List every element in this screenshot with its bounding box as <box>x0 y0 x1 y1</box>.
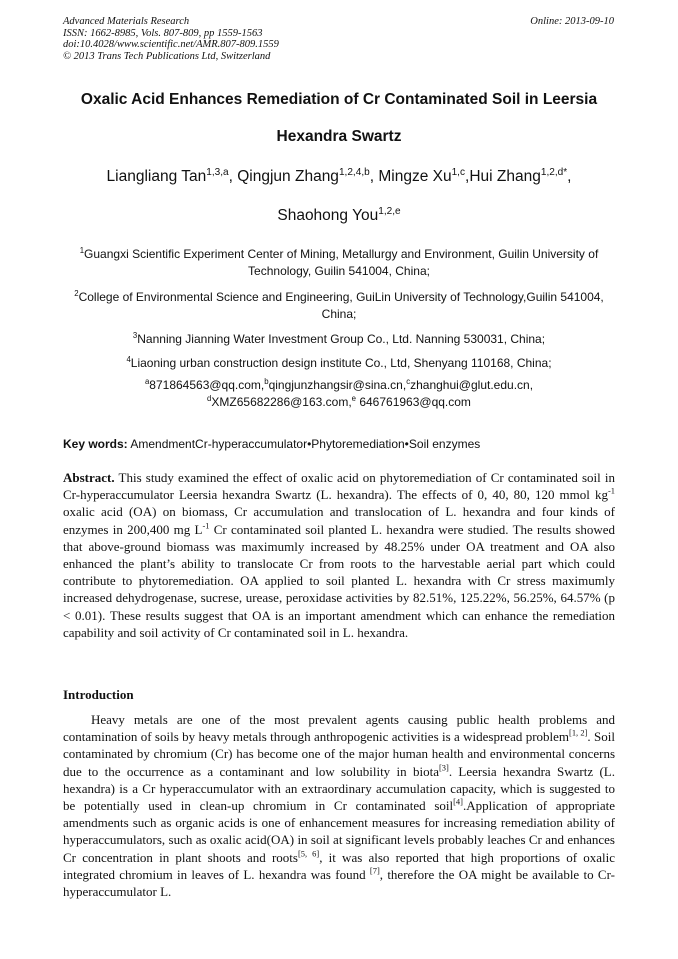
introduction-heading: Introduction <box>63 687 134 702</box>
journal-name: Advanced Materials Research <box>63 16 190 27</box>
body-text: . Soil contaminated by chromium (Cr) has become one of the major human health and environmental concerns due to the occurrence as a contaminant and low solubility in biota <box>63 729 615 779</box>
body-text: , it was also reported that high proportions of oxalic integrated chromium in leaves of L. hexandra was found <box>63 849 615 882</box>
email-d: XMZ65682286@163.com, <box>211 395 352 409</box>
author-affil-sup: 1,2,d* <box>540 166 568 178</box>
author-name: Mingze Xu <box>378 168 452 185</box>
affiliation-1 <box>63 246 615 280</box>
author-name: Liangliang Tan <box>106 168 207 185</box>
author-affil-sup: 1,c <box>451 166 466 178</box>
citation: [7] <box>369 865 380 876</box>
introduction-paragraph <box>63 711 615 900</box>
author-name: Shaohong You <box>277 207 379 224</box>
keywords-label: Key words: <box>63 437 128 451</box>
keywords <box>63 437 615 451</box>
author-emails <box>63 377 615 411</box>
doi-line: doi:10.4028/www.scientific.net/AMR.807-809.1559 <box>63 39 279 50</box>
author-affil-sup: 1,2,e <box>378 205 401 217</box>
email-sup: a <box>144 377 150 386</box>
author-list <box>20 168 658 186</box>
body-text: . Leersia hexandra Swartz (L. hexandra) is a Cr hyperaccumulator with an extraordinary accumulation capacity, which is suggested to be potentially used in clean-up chromium in Cr contaminated soil <box>63 763 615 814</box>
author-list-line-2 <box>20 207 658 225</box>
email-c: zhanghui@glut.edu.cn, <box>410 378 534 392</box>
abstract-label: Abstract. <box>63 470 115 485</box>
online-date: Online: 2013-09-10 <box>530 16 614 27</box>
paper-title-line-2: Hexandra Swartz <box>276 128 402 145</box>
author-name: Hui Zhang <box>469 168 541 185</box>
copyright-line: © 2013 Trans Tech Publications Ltd, Switzerland <box>63 50 271 62</box>
affiliation-text: Liaoning urban construction design institute Co., Ltd, Shenyang 110168, China; <box>130 356 552 370</box>
email-e: 646761963@qq.com <box>356 395 471 409</box>
author-affil-sup: 1,3,a <box>206 166 229 178</box>
affiliation-text: Nanning Jianning Water Investment Group Co., Ltd. Nanning 530031, China; <box>137 332 546 346</box>
email-a: 871864563@qq.com, <box>149 378 265 392</box>
paper-title-line-1: Oxalic Acid Enhances Remediation of Cr Contaminated Soil in Leersia <box>80 91 598 108</box>
citation: [5, 6] <box>297 848 320 859</box>
citation: [1, 2] <box>569 727 588 738</box>
email-sup: d <box>207 394 212 403</box>
author-sep: , <box>465 168 470 185</box>
author-sep: , <box>369 168 379 185</box>
abstract-text: oxalic acid (OA) on biomass, Cr accumulation and translocation of L. hexandra and four kinds of enzymes in 200,400 mg L <box>63 504 615 537</box>
unit-exponent: -1 <box>607 485 615 496</box>
abstract <box>63 469 615 641</box>
affiliation-num: 4 <box>126 355 131 364</box>
affiliation-2 <box>63 289 615 323</box>
keywords-text: AmendmentCr-hyperaccumulator•Phytoremediation•Soil enzymes <box>127 437 481 451</box>
unit-exponent: -1 <box>202 520 210 531</box>
body-text: , therefore the OA might be available to Cr-hyperaccumulator L. <box>63 866 615 900</box>
author-affil-sup: 1,2,4,b <box>338 166 370 178</box>
affiliation-text: College of Environmental Science and Engineering, GuiLin University of Technology,Guilin 541004, China; <box>78 290 604 321</box>
email-sup: c <box>406 377 411 386</box>
affiliation-num: 3 <box>132 331 138 340</box>
abstract-text: Cr contaminated soil planted L. hexandra were studied. The results showed that above-ground biomass was maximumly increased by 48.25% under OA treatment and OA also enhanced the plant’s ability to translocate Cr from roots to the harvestable aerial part which could contribute to phytoremediation. OA applied to soil planted L. hexandra with Cr stress maximumly increased dehydrogenase, sucrese, urease, peroxidase activities by 82.51%, 125.22%, 56.25%, 64.57% (p < 0.01). These results suggest that OA is an important amendment which can enhance the remediation capability and soil activity of Cr contaminated soil in L. hexandra. <box>63 521 615 640</box>
email-b: qingjunzhangsir@sina.cn, <box>268 378 407 392</box>
citation: [3] <box>438 762 449 773</box>
citation: [4] <box>453 796 463 807</box>
author-sep: , <box>567 168 572 185</box>
body-text: .Application of appropriate amendments such as organic acids is one of enhancement measures for increasing remediation ability of hyperaccumulators, such as oxalic acid(OA) in soil at significant levels probably leaches Cr and enhances Cr concentration in plant shoots and roots <box>63 798 615 865</box>
affiliation-text: Guangxi Scientific Experiment Center of Mining, Metallurgy and Environment, Guilin University of Technology, Guilin 541004, China; <box>84 247 599 278</box>
affiliation-4 <box>63 355 615 372</box>
email-sup: b <box>264 377 269 386</box>
body-text: Heavy metals are one of the most prevalent agents causing public health problems and contamination of soils by heavy metals through anthropogenic activities is a widespread problem <box>63 712 615 745</box>
author-sep: , <box>228 168 238 185</box>
author-name: Qingjun Zhang <box>237 168 339 185</box>
issn-line: ISSN: 1662-8985, Vols. 807-809, pp 1559-1563 <box>63 27 263 39</box>
journal-header <box>63 16 279 62</box>
affiliation-num: 1 <box>79 246 85 255</box>
abstract-text: This study examined the effect of oxalic acid on phytoremediation of Cr contaminated soil in Cr-hyperaccumulator Leersia hexandra Swartz (L. hexandra). The effects of 0, 40, 80, 120 mmol kg <box>63 470 615 503</box>
affiliation-num: 2 <box>74 289 79 298</box>
affiliation-3 <box>63 331 615 348</box>
email-sup: e <box>351 394 356 403</box>
